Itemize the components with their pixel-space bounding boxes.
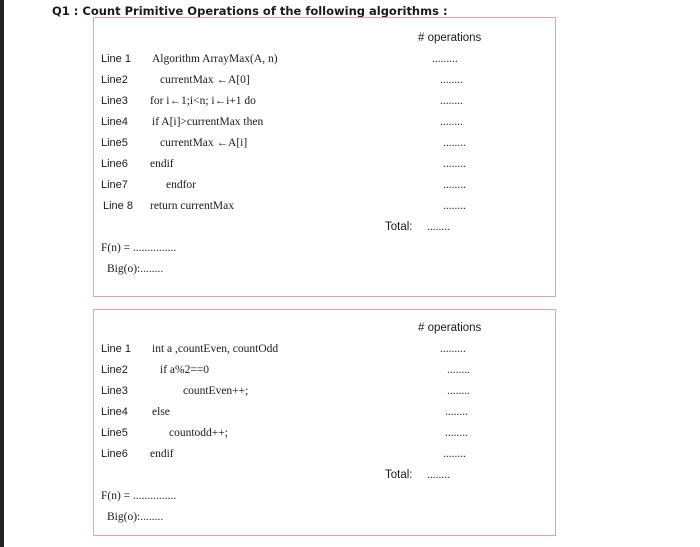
line-label: Line3 — [101, 385, 128, 397]
line-label: Line6 — [101, 158, 128, 170]
ops-blank: ......... — [440, 343, 466, 355]
line-label: Line 8 — [103, 200, 133, 212]
total-label: Total: — [385, 221, 413, 233]
total-blank: ........ — [427, 221, 450, 233]
code-line: currentMax ←A[i] — [160, 137, 248, 149]
line-label: Line 1 — [101, 53, 131, 65]
ops-blank: ......... — [432, 53, 458, 65]
ops-blank: ........ — [447, 385, 470, 397]
line-label: Line6 — [101, 448, 128, 460]
ops-blank: ........ — [440, 74, 463, 86]
ops-blank: ........ — [443, 179, 466, 191]
ops-blank: ........ — [440, 95, 463, 107]
ops-blank: ........ — [443, 158, 466, 170]
code-line: endif — [150, 158, 174, 170]
code-line: countEven++; — [183, 385, 249, 397]
code-line: currentMax ←A[0] — [160, 74, 250, 86]
line-label: Line2 — [101, 364, 128, 376]
code-line: endif — [150, 448, 174, 460]
line-label: Line7 — [101, 179, 128, 191]
ops-blank: ........ — [445, 427, 468, 439]
code-line: Algorithm ArrayMax(A, n) — [152, 53, 278, 65]
code-line: return currentMax — [150, 200, 234, 212]
code-line: if A[i]>currentMax then — [152, 116, 264, 128]
code-line: if a%2==0 — [160, 364, 210, 376]
left-edge-bar — [0, 0, 4, 547]
line-label: Line3 — [101, 95, 128, 107]
big-o: Big(o):........ — [107, 263, 164, 275]
code-line: endfor — [166, 179, 197, 191]
code-line: countodd++; — [169, 427, 228, 439]
total-blank: ........ — [427, 469, 450, 481]
fn-formula: F(n) = ............... — [101, 242, 177, 254]
ops-blank: ........ — [440, 116, 463, 128]
line-label: Line4 — [101, 406, 128, 418]
line-label: Line2 — [101, 74, 128, 86]
code-line: else — [152, 406, 170, 418]
line-label: Line 1 — [101, 343, 131, 355]
ops-blank: ........ — [443, 200, 466, 212]
line-label: Line5 — [101, 427, 128, 439]
total-label: Total: — [385, 469, 413, 481]
ops-blank: ........ — [445, 406, 468, 418]
ops-header: # operations — [418, 32, 482, 44]
big-o: Big(o):........ — [107, 511, 164, 523]
line-label: Line4 — [101, 116, 128, 128]
question-heading: Q1 : Count Primitive Operations of the following algorithms : — [52, 4, 448, 18]
line-label: Line5 — [101, 137, 128, 149]
ops-header: # operations — [418, 322, 482, 334]
ops-blank: ........ — [443, 137, 466, 149]
code-line: for i←1;i<n; i←i+1 do — [150, 95, 256, 107]
ops-blank: ........ — [443, 448, 466, 460]
code-line: int a ,countEven, countOdd — [152, 343, 279, 355]
ops-blank: ........ — [447, 364, 470, 376]
fn-formula: F(n) = ............... — [101, 490, 177, 502]
